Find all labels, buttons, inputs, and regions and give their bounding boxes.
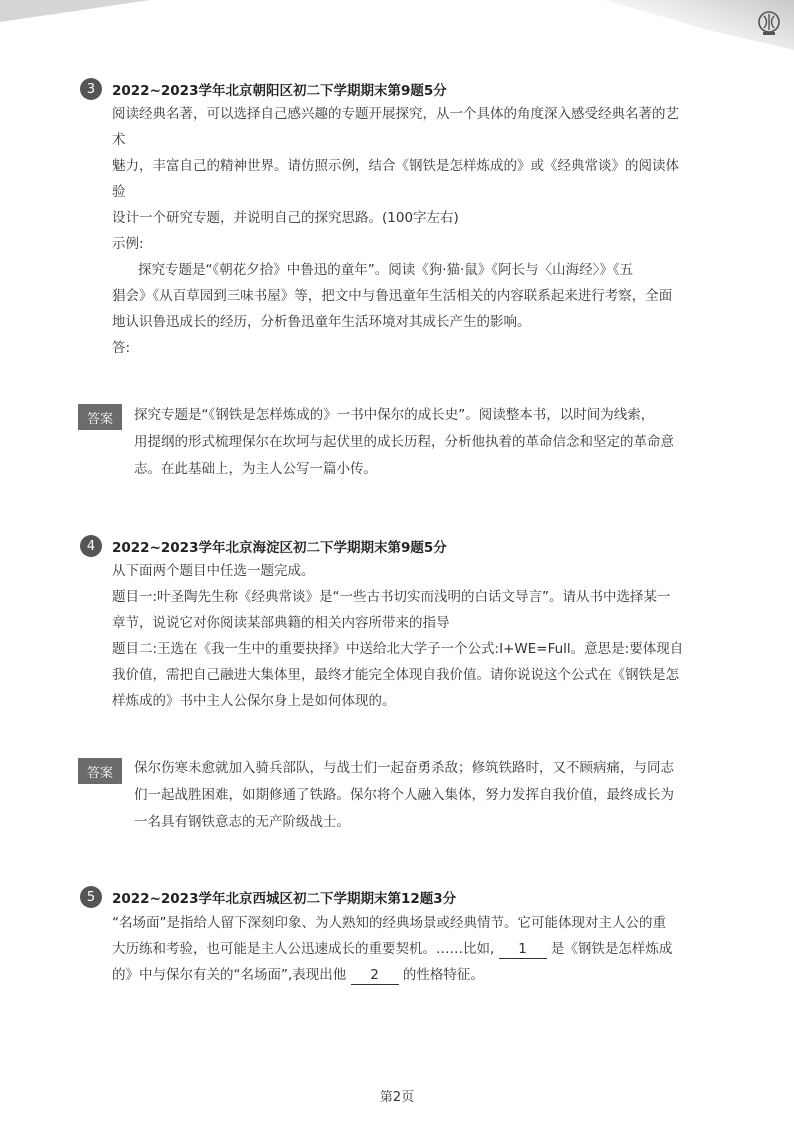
- question-3-answer: [134, 402, 714, 483]
- question-text: 的》中与保尔有关的“名场面”,表现出他: [112, 967, 347, 983]
- question-3-header: [80, 77, 447, 101]
- question-4-body: [112, 558, 712, 714]
- answer-text-line: 保尔伤寒未愈就加入骑兵部队，与战士们一起奋勇杀敌；修筑铁路时，又不顾病痛，与同志: [134, 760, 674, 776]
- question-text-line: 题目二:王选在《我一生中的重要抉择》中送给北大学子一个公式:I+WE=Full。意思是:要体现自: [112, 641, 684, 657]
- answer-text-line: 用提纲的形式梳理保尔在坎坷与起伏里的成长历程，分析他执着的革命信念和坚定的革命意: [134, 434, 674, 450]
- question-text-line: “名场面”是指给人留下深刻印象、为人熟知的经典场景或经典情节。它可能体现对主人公的重: [112, 915, 666, 931]
- question-title: 2022~2023学年北京海淀区初二下学期期末第9题5分: [112, 540, 447, 556]
- answer-text-line: 志。在此基础上，为主人公写一篇小传。: [134, 461, 377, 477]
- question-4-header: [80, 534, 447, 558]
- example-text-line: 猖会》《从百草园到三味书屋》等，把文中与鲁迅童年生活相关的内容联系起来进行考察，全面: [112, 288, 673, 304]
- question-text-line: 魅力，丰富自己的精神世界。请仿照示例，结合《钢铁是怎样炼成的》或《经典常谈》的阅读体: [112, 158, 679, 174]
- answer-text-line: 一名具有钢铁意志的无产阶级战士。: [134, 814, 350, 830]
- question-text-line: 题目一:叶圣陶先生称《经典常谈》是“一些古书切实而浅明的白话文导言”。请从书中选择某一: [112, 589, 671, 605]
- question-number-badge: 5: [80, 886, 102, 908]
- question-4-answer: [134, 755, 714, 836]
- question-text-line: 示例:: [112, 236, 144, 252]
- question-text-line: 阅读经典名著，可以选择自己感兴趣的专题开展探究，从一个具体的角度深入感受经典名著的艺: [112, 106, 679, 122]
- question-text-line: [112, 936, 712, 962]
- answer-label: 答案: [78, 758, 122, 784]
- question-text: 是《钢铁是怎样炼成: [550, 941, 673, 957]
- question-title: 2022~2023学年北京朝阳区初二下学期期末第9题5分: [112, 83, 447, 99]
- fill-blank-1[interactable]: 1: [499, 940, 547, 959]
- question-text-line: [112, 962, 712, 988]
- question-text-line: 样炼成的》书中主人公保尔身上是如何体现的。: [112, 693, 396, 709]
- question-text-line: 我价值，需把自己融进大集体里，最终才能完全体现自我价值。请你说说这个公式在《钢铁是怎: [112, 667, 679, 683]
- answer-label: 答案: [78, 404, 122, 430]
- answer-prompt: 答:: [112, 340, 131, 356]
- question-text-line: 从下面两个题目中任选一题完成。: [112, 563, 315, 579]
- question-number-badge: 3: [80, 78, 102, 100]
- question-5-body: [112, 910, 712, 988]
- question-3-body: [112, 101, 712, 361]
- page-number: 第2页: [379, 1090, 415, 1105]
- question-text-line: 章节，说说它对你阅读某部典籍的相关内容所带来的指导: [112, 615, 450, 631]
- question-text: 的性格特征。: [402, 967, 484, 983]
- answer-text-line: 们一起战胜困难，如期修通了铁路。保尔将个人融入集体，努力发挥自我价值，最终成长为: [134, 787, 674, 803]
- question-text-line: 设计一个研究专题，并说明自己的探究思路。(100字左右): [112, 210, 459, 226]
- question-number-badge: 4: [80, 535, 102, 557]
- fill-blank-2[interactable]: 2: [351, 966, 399, 985]
- question-title: 2022~2023学年北京西城区初二下学期期末第12题3分: [112, 891, 457, 907]
- page-corner-decoration-left: [0, 0, 150, 22]
- answer-text-line: 探究专题是“《钢铁是怎样炼成的》一书中保尔的成长史”。阅读整本书，以时间为线索，: [134, 407, 655, 423]
- question-text: 大历练和考验，也可能是主人公迅速成长的重要契机。……比如,: [112, 941, 495, 957]
- example-text-line: 探究专题是“《朝花夕拾》中鲁迅的童年”。阅读《狗·猫·鼠》《阿长与〈山海经〉》《五: [138, 262, 634, 278]
- question-text-line: 术: [112, 132, 126, 148]
- logo-icon: [756, 10, 782, 36]
- example-text-line: 地认识鲁迅成长的经历，分析鲁迅童年生活环境对其成长产生的影响。: [112, 314, 531, 330]
- question-text-line: 验: [112, 184, 126, 200]
- question-5-header: [80, 885, 456, 909]
